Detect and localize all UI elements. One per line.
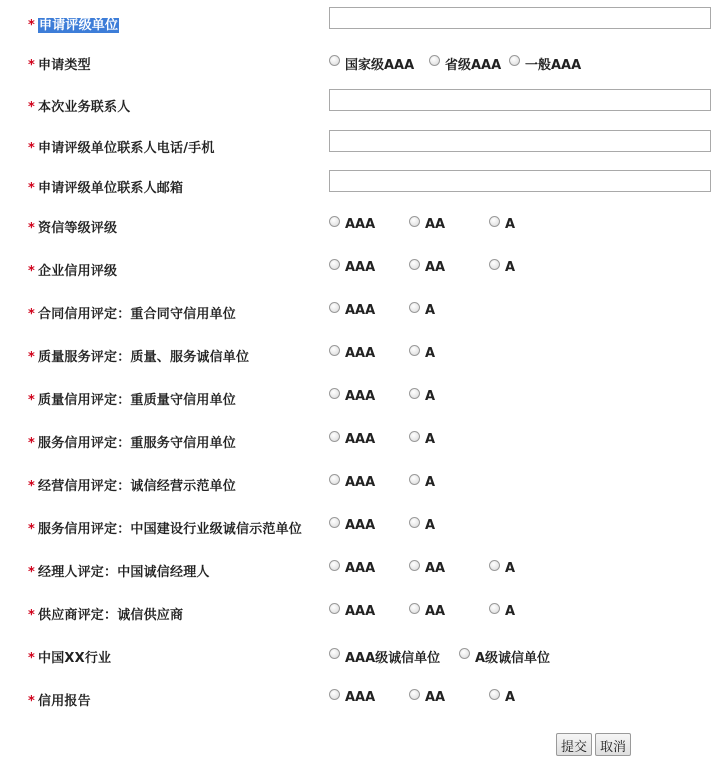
field-label [28, 260, 117, 279]
radio-option[interactable] [329, 432, 375, 447]
radio-option[interactable] [409, 475, 435, 490]
submit-button[interactable]: 提交 [556, 733, 592, 756]
field-label [28, 561, 210, 580]
radio-button[interactable] [409, 302, 420, 313]
radio-button[interactable] [459, 648, 470, 659]
radio-button[interactable] [409, 560, 420, 571]
radio-button[interactable] [329, 216, 340, 227]
radio-option-label: 国家级AAA [345, 58, 415, 73]
radio-button[interactable] [329, 302, 340, 313]
field-label-text: 申请评级单位联系人电话/手机 [38, 141, 215, 156]
field-label-text: 本次业务联系人 [38, 100, 131, 115]
required-mark: * [28, 141, 35, 156]
required-mark: * [28, 58, 35, 73]
field-label-text: 服务信用评定：中国建设行业级诚信示范单位 [38, 522, 303, 537]
required-mark: * [28, 522, 35, 537]
text-input[interactable] [329, 170, 711, 192]
radio-option[interactable] [489, 604, 515, 619]
text-input[interactable] [329, 89, 711, 111]
field-label [28, 54, 91, 73]
field-label [28, 647, 111, 666]
radio-option[interactable] [409, 604, 445, 619]
radio-option[interactable] [409, 690, 445, 705]
radio-button[interactable] [329, 431, 340, 442]
radio-button[interactable] [329, 517, 340, 528]
field-label-text: 申请评级单位 [39, 18, 119, 33]
required-mark: * [28, 307, 35, 322]
radio-button[interactable] [409, 431, 420, 442]
radio-button[interactable] [489, 259, 500, 270]
field-label-text: 申请类型 [38, 58, 91, 73]
radio-option-label: A [425, 389, 436, 404]
field-label [28, 518, 302, 537]
radio-button[interactable] [329, 648, 340, 659]
radio-option-label: 一般AAA [525, 58, 582, 73]
radio-option-label: AAA [345, 303, 376, 318]
radio-option-label: AAA [345, 518, 376, 533]
radio-option[interactable] [329, 475, 375, 490]
radio-option[interactable] [329, 561, 375, 576]
radio-button[interactable] [409, 259, 420, 270]
radio-button[interactable] [409, 216, 420, 227]
required-mark: * [28, 608, 35, 623]
required-mark: * [28, 436, 35, 451]
radio-option-label: A [505, 217, 516, 232]
radio-option[interactable] [409, 217, 445, 232]
radio-button[interactable] [489, 560, 500, 571]
radio-option[interactable] [329, 260, 375, 275]
radio-option-label: A [425, 432, 436, 447]
radio-option[interactable] [329, 346, 375, 361]
radio-option[interactable] [329, 389, 375, 404]
required-mark: * [28, 18, 35, 33]
radio-option-label: AAA级诚信单位 [345, 651, 441, 666]
radio-option[interactable] [489, 260, 515, 275]
radio-option[interactable] [409, 260, 445, 275]
cancel-button[interactable]: 取消 [595, 733, 631, 756]
field-label [28, 14, 119, 33]
radio-option[interactable] [459, 647, 550, 666]
radio-option[interactable] [409, 561, 445, 576]
radio-option[interactable] [429, 54, 501, 73]
radio-option-label: AA [425, 690, 446, 705]
radio-option[interactable] [329, 54, 414, 73]
radio-button[interactable] [409, 517, 420, 528]
required-mark: * [28, 565, 35, 580]
radio-option[interactable] [409, 432, 435, 447]
radio-option-label: AAA [345, 217, 376, 232]
field-label-text: 质量服务评定：质量、服务诚信单位 [38, 350, 250, 365]
radio-button[interactable] [409, 388, 420, 399]
radio-button[interactable] [489, 603, 500, 614]
field-label-text: 供应商评定：诚信供应商 [38, 608, 184, 623]
field-label [28, 432, 236, 451]
radio-option-label: AA [425, 217, 446, 232]
radio-button[interactable] [509, 55, 520, 66]
radio-button[interactable] [409, 474, 420, 485]
radio-option[interactable] [409, 303, 435, 318]
radio-button[interactable] [409, 345, 420, 356]
radio-option-label: A [425, 475, 436, 490]
radio-option-label: A [505, 260, 516, 275]
radio-button[interactable] [409, 689, 420, 700]
radio-button[interactable] [429, 55, 440, 66]
radio-option[interactable] [489, 217, 515, 232]
field-label [28, 217, 117, 236]
radio-option-label: AAA [345, 690, 376, 705]
radio-option-label: A [425, 303, 436, 318]
radio-option-label: A级诚信单位 [475, 651, 551, 666]
field-label-text: 合同信用评定：重合同守信用单位 [38, 307, 237, 322]
required-mark: * [28, 181, 35, 196]
radio-option-label: A [425, 518, 436, 533]
text-input[interactable] [329, 7, 711, 29]
field-label [28, 303, 236, 322]
field-label-text: 经理人评定：中国诚信经理人 [38, 565, 210, 580]
radio-option[interactable] [409, 518, 435, 533]
field-label-text: 中国XX行业 [38, 651, 112, 666]
radio-option-label: AAA [345, 604, 376, 619]
radio-button[interactable] [489, 216, 500, 227]
radio-option-label: AAA [345, 475, 376, 490]
radio-option[interactable] [329, 518, 375, 533]
radio-option-label: AAA [345, 346, 376, 361]
required-mark: * [28, 479, 35, 494]
field-label-text: 申请评级单位联系人邮箱 [38, 181, 184, 196]
radio-option[interactable] [409, 346, 435, 361]
radio-option[interactable] [409, 389, 435, 404]
radio-option-label: AAA [345, 432, 376, 447]
field-label-text: 信用报告 [38, 694, 91, 709]
radio-option[interactable] [329, 604, 375, 619]
radio-option[interactable] [329, 303, 375, 318]
field-label [28, 389, 236, 408]
required-mark: * [28, 651, 35, 666]
field-label-text: 经营信用评定：诚信经营示范单位 [38, 479, 237, 494]
field-label [28, 96, 130, 115]
radio-option-label: A [505, 561, 516, 576]
field-label [28, 137, 215, 156]
radio-option[interactable] [489, 690, 515, 705]
field-label [28, 475, 236, 494]
radio-button[interactable] [329, 560, 340, 571]
radio-option[interactable] [509, 54, 581, 73]
radio-button[interactable] [329, 474, 340, 485]
field-label-text: 质量信用评定：重质量守信用单位 [38, 393, 237, 408]
radio-option[interactable] [329, 690, 375, 705]
radio-option[interactable] [329, 217, 375, 232]
form-actions [556, 733, 631, 756]
radio-option-label: A [505, 604, 516, 619]
radio-option-label: AA [425, 604, 446, 619]
radio-button[interactable] [329, 259, 340, 270]
radio-option-label: AA [425, 260, 446, 275]
field-label-text: 资信等级评级 [38, 221, 118, 236]
field-label [28, 604, 183, 623]
radio-option-label: 省级AAA [445, 58, 502, 73]
field-label [28, 177, 183, 196]
radio-option[interactable] [329, 647, 440, 666]
required-mark: * [28, 264, 35, 279]
radio-button[interactable] [329, 345, 340, 356]
radio-option[interactable] [489, 561, 515, 576]
radio-button[interactable] [329, 689, 340, 700]
radio-option-label: A [425, 346, 436, 361]
required-mark: * [28, 221, 35, 236]
radio-option-label: AAA [345, 389, 376, 404]
field-label [28, 690, 91, 709]
required-mark: * [28, 694, 35, 709]
radio-option-label: AA [425, 561, 446, 576]
required-mark: * [28, 350, 35, 365]
radio-button[interactable] [489, 689, 500, 700]
field-label [28, 346, 249, 365]
radio-button[interactable] [329, 55, 340, 66]
radio-option-label: AAA [345, 260, 376, 275]
radio-option-label: A [505, 690, 516, 705]
field-label-text: 企业信用评级 [38, 264, 118, 279]
text-input[interactable] [329, 130, 711, 152]
radio-button[interactable] [409, 603, 420, 614]
field-label-text: 服务信用评定：重服务守信用单位 [38, 436, 237, 451]
radio-option-label: AAA [345, 561, 376, 576]
radio-button[interactable] [329, 388, 340, 399]
required-mark: * [28, 393, 35, 408]
required-mark: * [28, 100, 35, 115]
radio-button[interactable] [329, 603, 340, 614]
